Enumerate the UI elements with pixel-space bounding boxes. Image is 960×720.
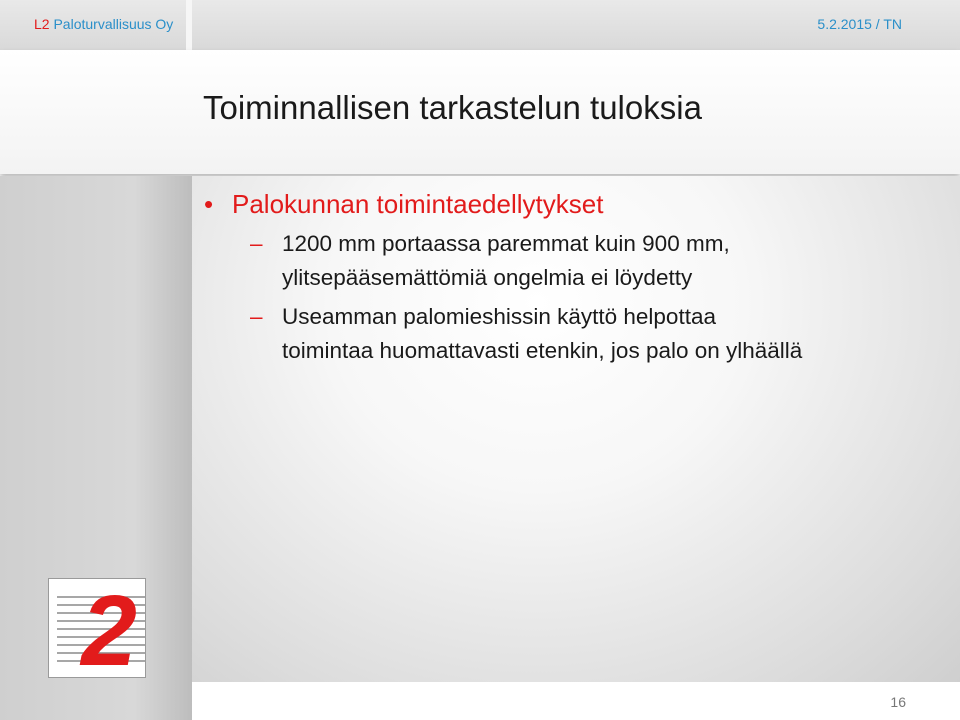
company-label: Paloturvallisuus Oy [53, 16, 174, 32]
logo-digit: 2 [81, 579, 137, 677]
logo-graphic [49, 579, 145, 677]
slide-title: Toiminnallisen tarkastelun tuloksia [203, 89, 702, 126]
sub-item-line: 1200 mm portaassa paremmat kuin 900 mm, [282, 231, 730, 256]
company-logo [48, 578, 146, 678]
header-divider [186, 0, 192, 50]
footer-strip [192, 682, 960, 720]
bullet-main [204, 189, 603, 220]
header-date: 5.2.2015 / TN [817, 16, 902, 32]
page-number: 16 [890, 694, 906, 710]
sub-item-dash: – [250, 231, 263, 256]
company-name [34, 16, 173, 32]
sub-item-dash: – [250, 304, 263, 329]
sub-item-line: ylitsepääsemättömiä ongelmia ei löydetty [282, 265, 693, 290]
bullet-main-text: Palokunnan toimintaedellytykset [232, 189, 604, 219]
bullet-dot: • [204, 189, 214, 219]
sub-item-line: Useamman palomieshissin käyttö helpottaa [282, 304, 716, 329]
sub-item-line: toimintaa huomattavasti etenkin, jos palo on ylhäällä [282, 338, 803, 363]
company-prefix: L2 [34, 16, 50, 32]
